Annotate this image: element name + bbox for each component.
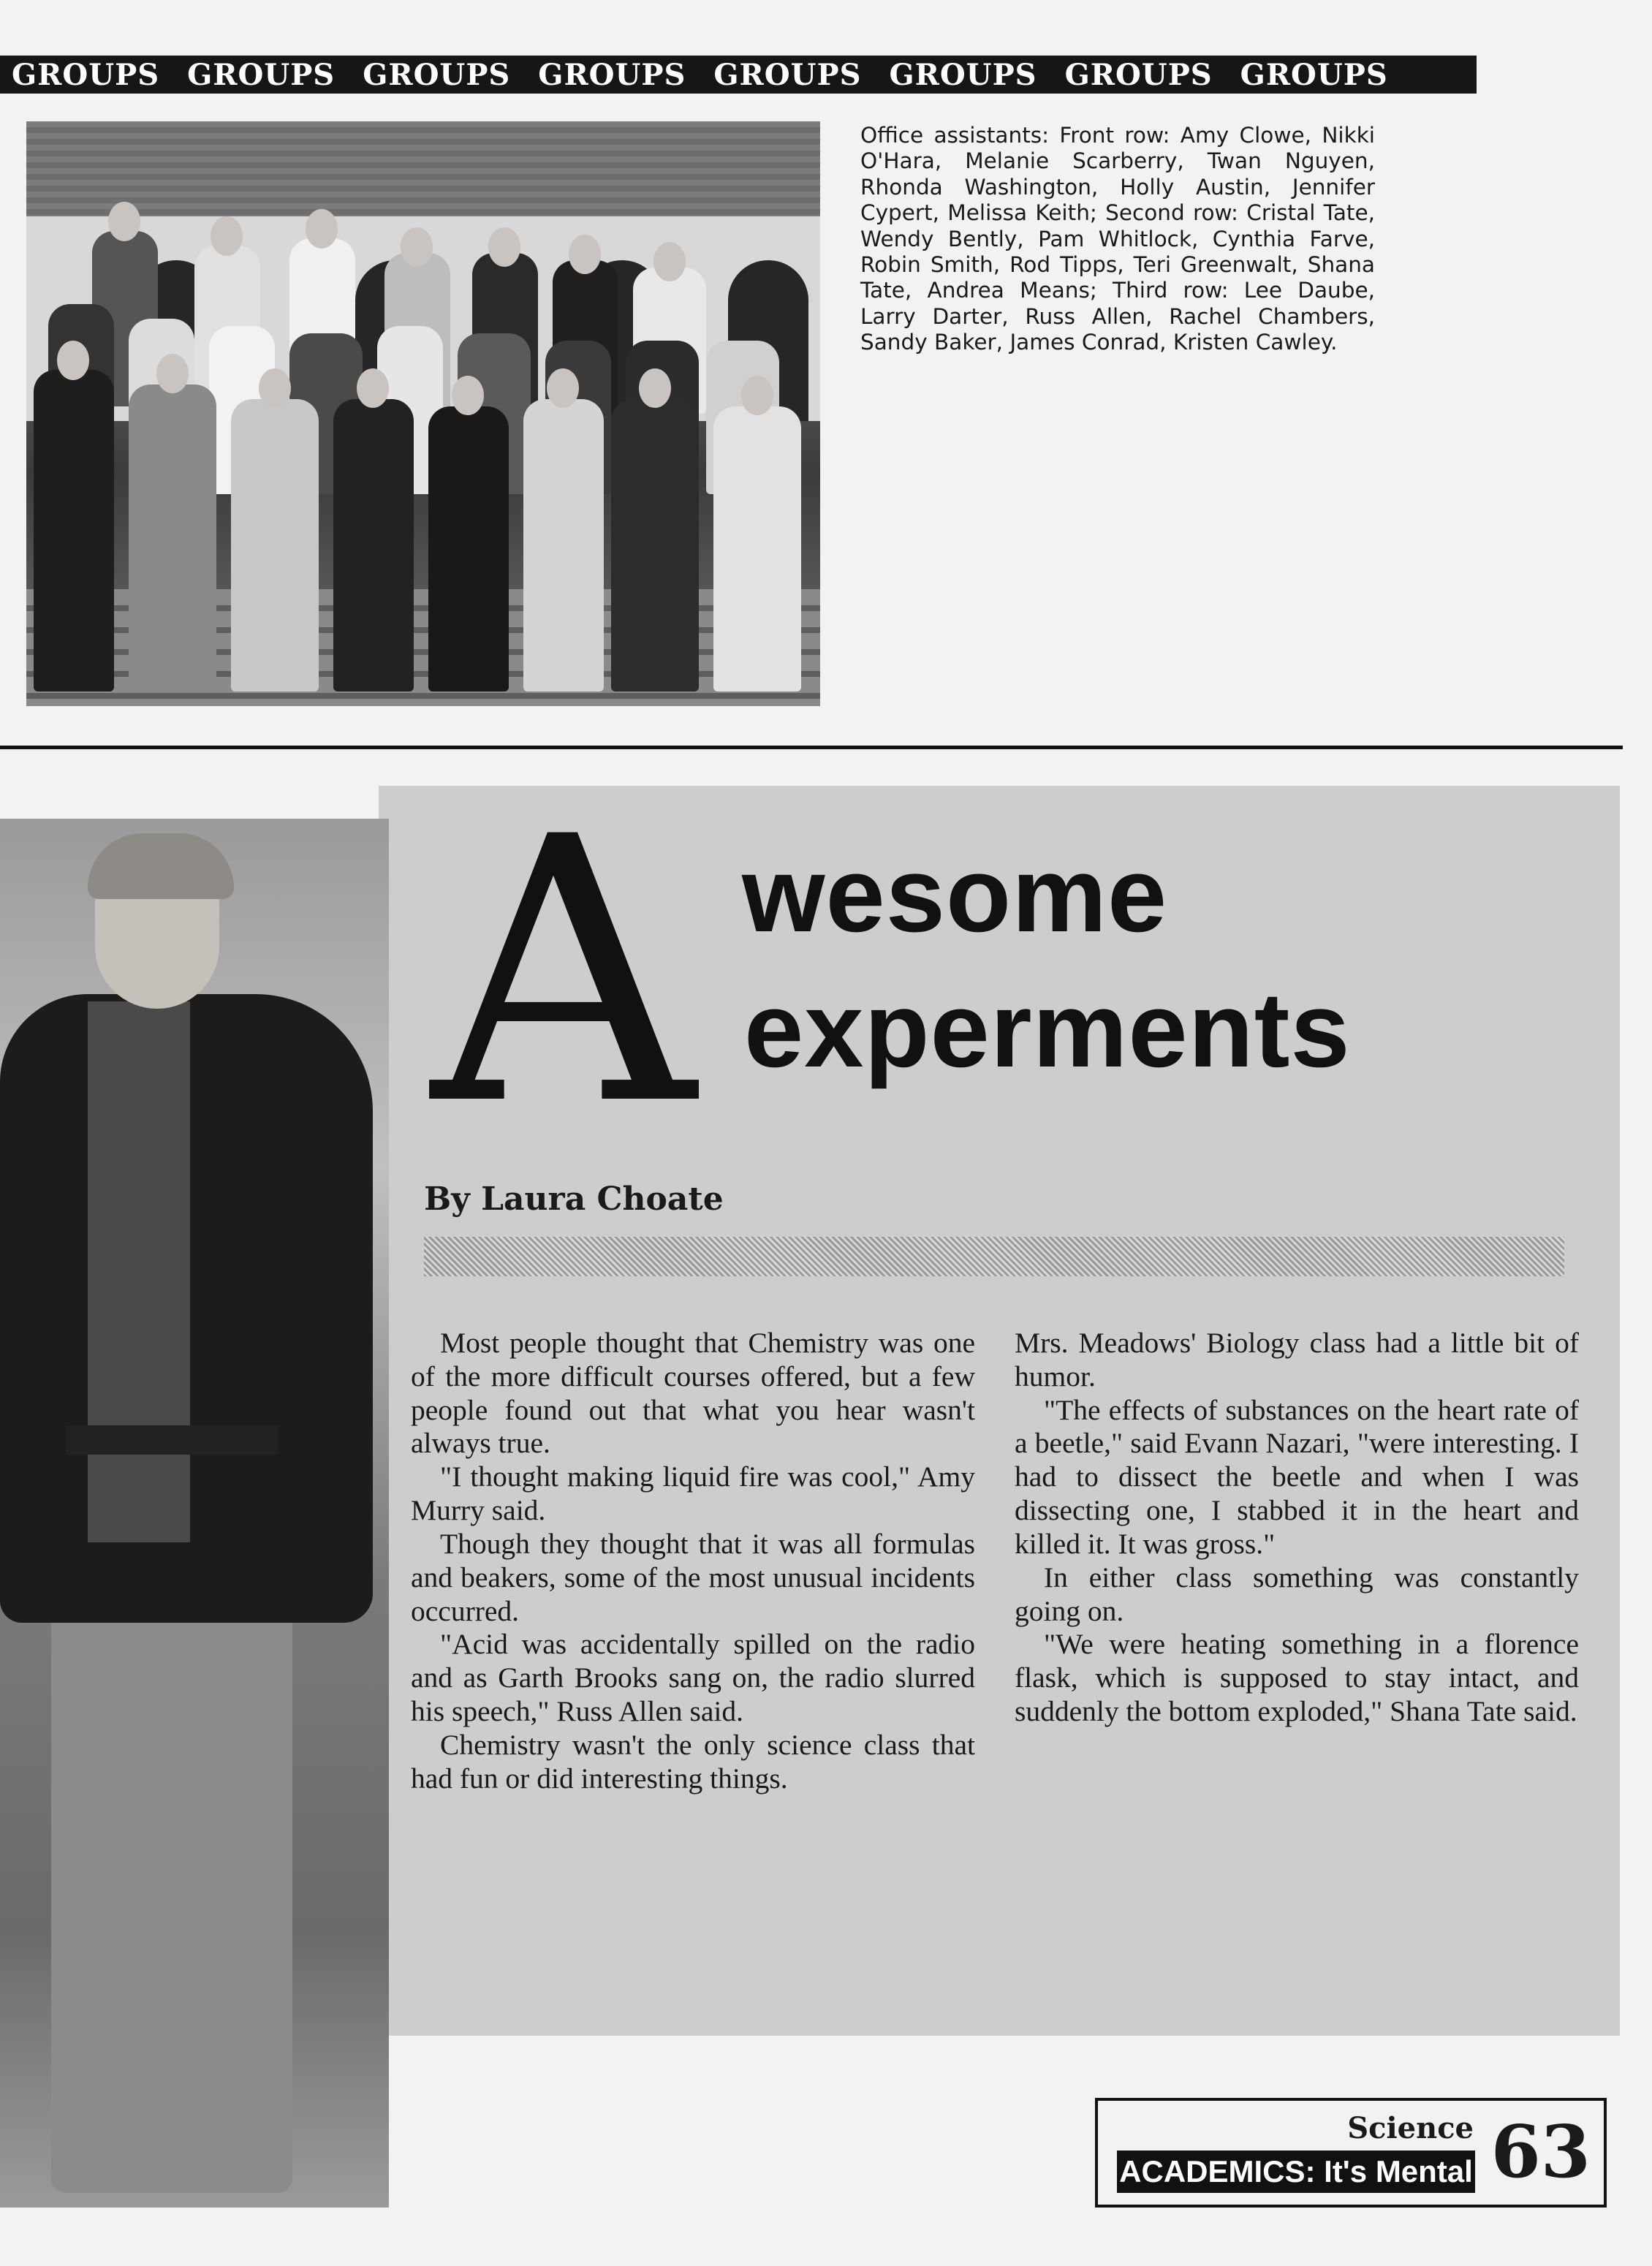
section-label: Science (1347, 2111, 1474, 2145)
office-assistants-group-photo (26, 121, 820, 706)
groups-word: GROUPS (187, 57, 336, 92)
academics-label: ACADEMICS: It's Mental (1117, 2151, 1475, 2193)
paragraph: "I thought making liquid fire was cool," Amy Murry said. (411, 1460, 975, 1527)
paragraph: "Acid was accidentally spilled on the radio and as Garth Brooks sang on, the radio slurred his speech," Russ Allen said. (411, 1628, 975, 1727)
title-line-1: wesome (742, 835, 1168, 954)
paragraph: Most people thought that Chemistry was one of the more difficult courses offered, but a few people found out that what you hear wasn't always true. (411, 1327, 975, 1460)
paragraph: Though they thought that it was all formulas and beakers, some of the most unusual incidents occurred. (411, 1527, 975, 1627)
paragraph: In either class something was constantly going on. (1015, 1561, 1579, 1627)
page-folio (1095, 2098, 1607, 2208)
groups-header-bar (0, 56, 1477, 94)
groups-word: GROUPS (1064, 57, 1213, 92)
paragraph: Chemistry wasn't the only science class that had fun or did interesting things. (411, 1728, 975, 1795)
section-divider (0, 746, 1623, 749)
group-photo-caption: Office assistants: Front row: Amy Clowe, Nikki O'Hara, Melanie Scarberry, Twan Nguyen, Rhonda Washington, Holly Austin, Jennifer Cypert, Melissa Keith; Second row: Cristal Tate, Wendy Bently, Pam Whitlock, Cynthia Farve, Robin Smith, Rod Tipps, Teri Greenwalt, Shana Tate, Andrea Means; Third row: Lee Daube, Larry Darter, Russ Allen, Rachel Chambers, Sandy Baker, James Conrad, Kristen Cawley. (860, 123, 1375, 355)
page-number: 63 (1490, 2110, 1591, 2194)
article-column-1 (411, 1327, 975, 1795)
groups-word: GROUPS (538, 57, 686, 92)
groups-word: GROUPS (713, 57, 862, 92)
paragraph: "The effects of substances on the heart rate of a beetle," said Evann Nazari, "were interesting. I had to dissect the beetle and when I was dissecting one, I stabbed it in the heart and killed it. It was gross." (1015, 1393, 1579, 1560)
title-line-2: experments (744, 970, 1351, 1089)
title-drop-letter: A (431, 759, 696, 1185)
byline: By Laura Choate (424, 1181, 724, 1218)
groups-word: GROUPS (889, 57, 1037, 92)
paragraph: "We were heating something in a florence flask, which is supposed to stay intact, and suddenly the bottom exploded," Shana Tate said. (1015, 1628, 1579, 1727)
groups-word: GROUPS (12, 57, 160, 92)
student-photo (0, 819, 389, 2208)
groups-word: GROUPS (1240, 57, 1388, 92)
paragraph: Mrs. Meadows' Biology class had a little bit of humor. (1015, 1327, 1579, 1392)
article-column-2 (1015, 1327, 1579, 1729)
byline-decorative-bar (424, 1237, 1564, 1276)
groups-word: GROUPS (363, 57, 511, 92)
